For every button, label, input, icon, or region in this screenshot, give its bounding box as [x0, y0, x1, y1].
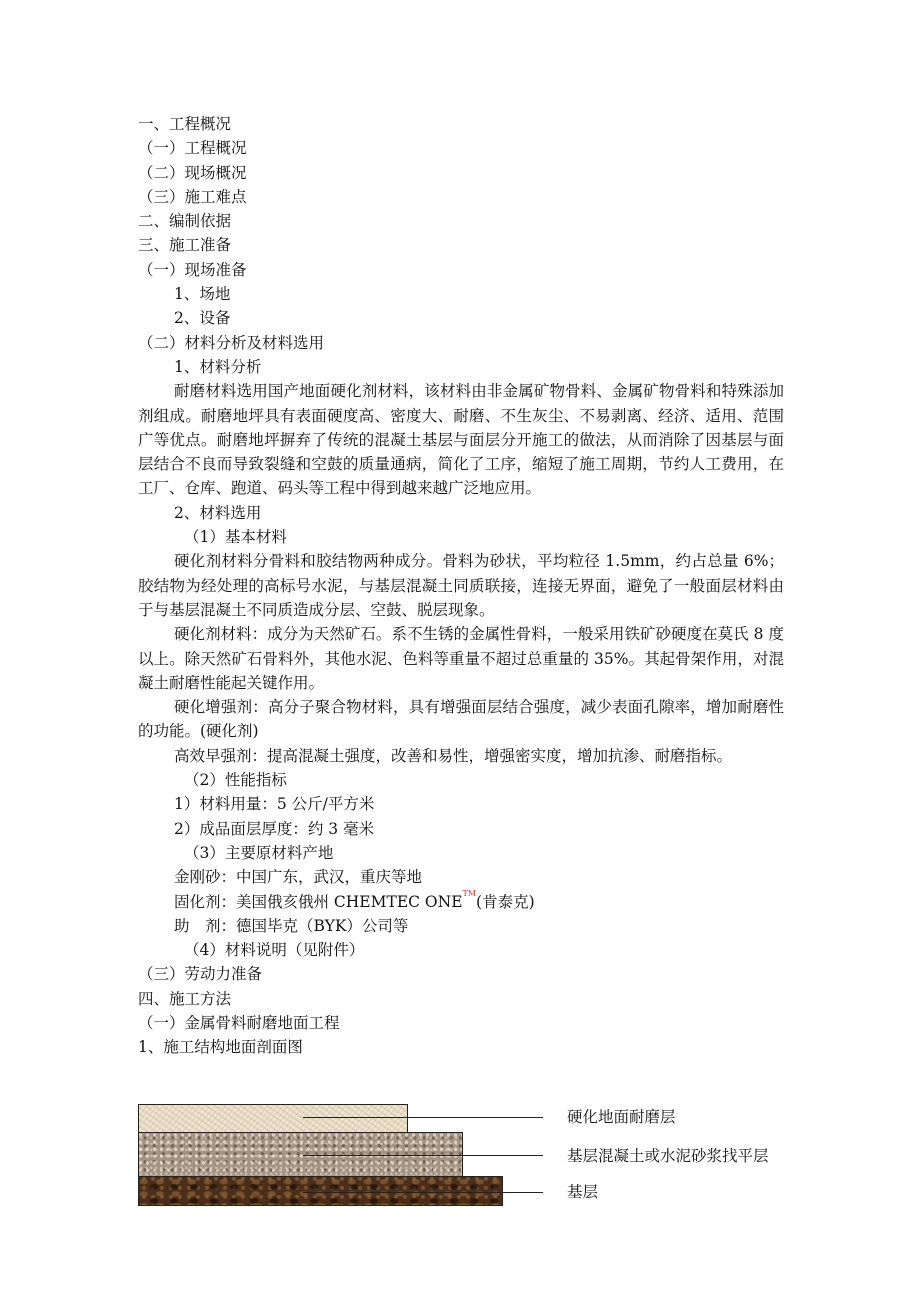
- paragraph-hardener-material: 硬化剂材料：成分为天然矿石。系不生锈的金属性骨料，一般采用铁矿砂硬度在莫氏 8 度以上。除天然矿石骨料外，其他水泥、色料等重量不超过总重量的 35%。其起骨架作用，对混凝土耐磨性能起关键作用。: [138, 625, 784, 692]
- spec-usage: 1）材料用量：5 公斤/平方米: [174, 795, 375, 814]
- subitem-origin: （3）主要原材料产地: [184, 843, 334, 862]
- label-leveling-layer: 基层混凝土或水泥砂浆找平层: [567, 1147, 769, 1165]
- heading-3-1: （一）现场准备: [138, 260, 247, 279]
- item-section-diagram: 1、施工结构地面剖面图: [138, 1038, 303, 1057]
- floor-section-diagram: [138, 1104, 798, 1212]
- heading-1-3: （三）施工难点: [138, 187, 247, 206]
- leader-line-top: [303, 1117, 543, 1118]
- leader-line-middle: [303, 1155, 543, 1156]
- heading-1: 一、工程概况: [138, 115, 232, 133]
- leader-line-bottom: [303, 1192, 543, 1193]
- origin-curing-agent: [138, 890, 784, 914]
- heading-4-1: （一）金属骨料耐磨地面工程: [138, 1013, 340, 1032]
- origin-curing-agent-brand: (肯泰克): [476, 892, 535, 911]
- spec-thickness: 2）成品面层厚度：约 3 毫米: [174, 819, 375, 838]
- label-base-layer: 基层: [567, 1183, 599, 1201]
- heading-3: 三、施工准备: [138, 236, 232, 255]
- heading-3-3: （三）劳动力准备: [138, 965, 263, 984]
- base-layer: [138, 1176, 503, 1206]
- item-equipment: 2、设备: [174, 309, 231, 328]
- paragraph-hardening-enhancer: 硬化增强剂：高分子聚合物材料，具有增强面层结合强度，减少表面孔隙率，增加耐磨性的功能。(硬化剂): [138, 698, 784, 741]
- subitem-material-notes: （4）材料说明（见附件）: [184, 941, 365, 960]
- paragraph-hardener-composition: 硬化剂材料分骨料和胶结物两种成分。骨料为砂状，平均粒径 1.5mm，约占总量 6%；胶结物为经处理的高标号水泥，与基层混凝土同质联接，连接无界面，避免了一般面层材料由于与基层混凝土不同质造成分层、空鼓、脱层现象。: [138, 552, 784, 619]
- heading-2: 二、编制依据: [138, 212, 232, 231]
- heading-1-2: （二）现场概况: [138, 163, 247, 182]
- heading-3-2: （二）材料分析及材料选用: [138, 333, 325, 352]
- item-site: 1、场地: [174, 285, 231, 304]
- origin-additive: 助 剂：德国毕克（BYK）公司等: [174, 916, 409, 935]
- paragraph-material-analysis: 耐磨材料选用国产地面硬化剂材料，该材料由非金属矿物骨料、金属矿物骨料和特殊添加剂组成。耐磨地坪具有表面硬度高、密度大、耐磨、不生灰尘、不易剥离、经济、适用、范围广等优点。耐磨地坪摒弃了传统的混凝土基层与面层分开施工的做法，从而消除了因基层与面层结合不良而导致裂缝和空鼓的质量通病，简化了工序，缩短了施工周期，节约人工费用，在工厂、仓库、跑道、码头等工程中得到越来越广泛地应用。: [138, 382, 784, 498]
- subitem-basic-materials: （1）基本材料: [184, 528, 287, 547]
- origin-emery: 金刚砂：中国广东，武汉，重庆等地: [174, 868, 423, 887]
- item-material-selection: 2、材料选用: [174, 503, 262, 522]
- document-body: [138, 112, 784, 1060]
- heading-1-1: （一）工程概况: [138, 139, 247, 158]
- subitem-performance: （2）性能指标: [184, 771, 287, 790]
- paragraph-early-strength-agent: 高效早强剂：提高混凝土强度，改善和易性，增强密实度，增加抗渗、耐磨指标。: [174, 746, 733, 765]
- label-wear-layer: 硬化地面耐磨层: [567, 1108, 676, 1126]
- item-material-analysis: 1、材料分析: [174, 357, 262, 376]
- heading-4: 四、施工方法: [138, 989, 232, 1008]
- origin-curing-agent-text: 固化剂：美国俄亥俄州 CHEMTEC ONE: [174, 892, 463, 911]
- trademark-mark: TM: [462, 888, 477, 898]
- wear-layer: [138, 1104, 408, 1134]
